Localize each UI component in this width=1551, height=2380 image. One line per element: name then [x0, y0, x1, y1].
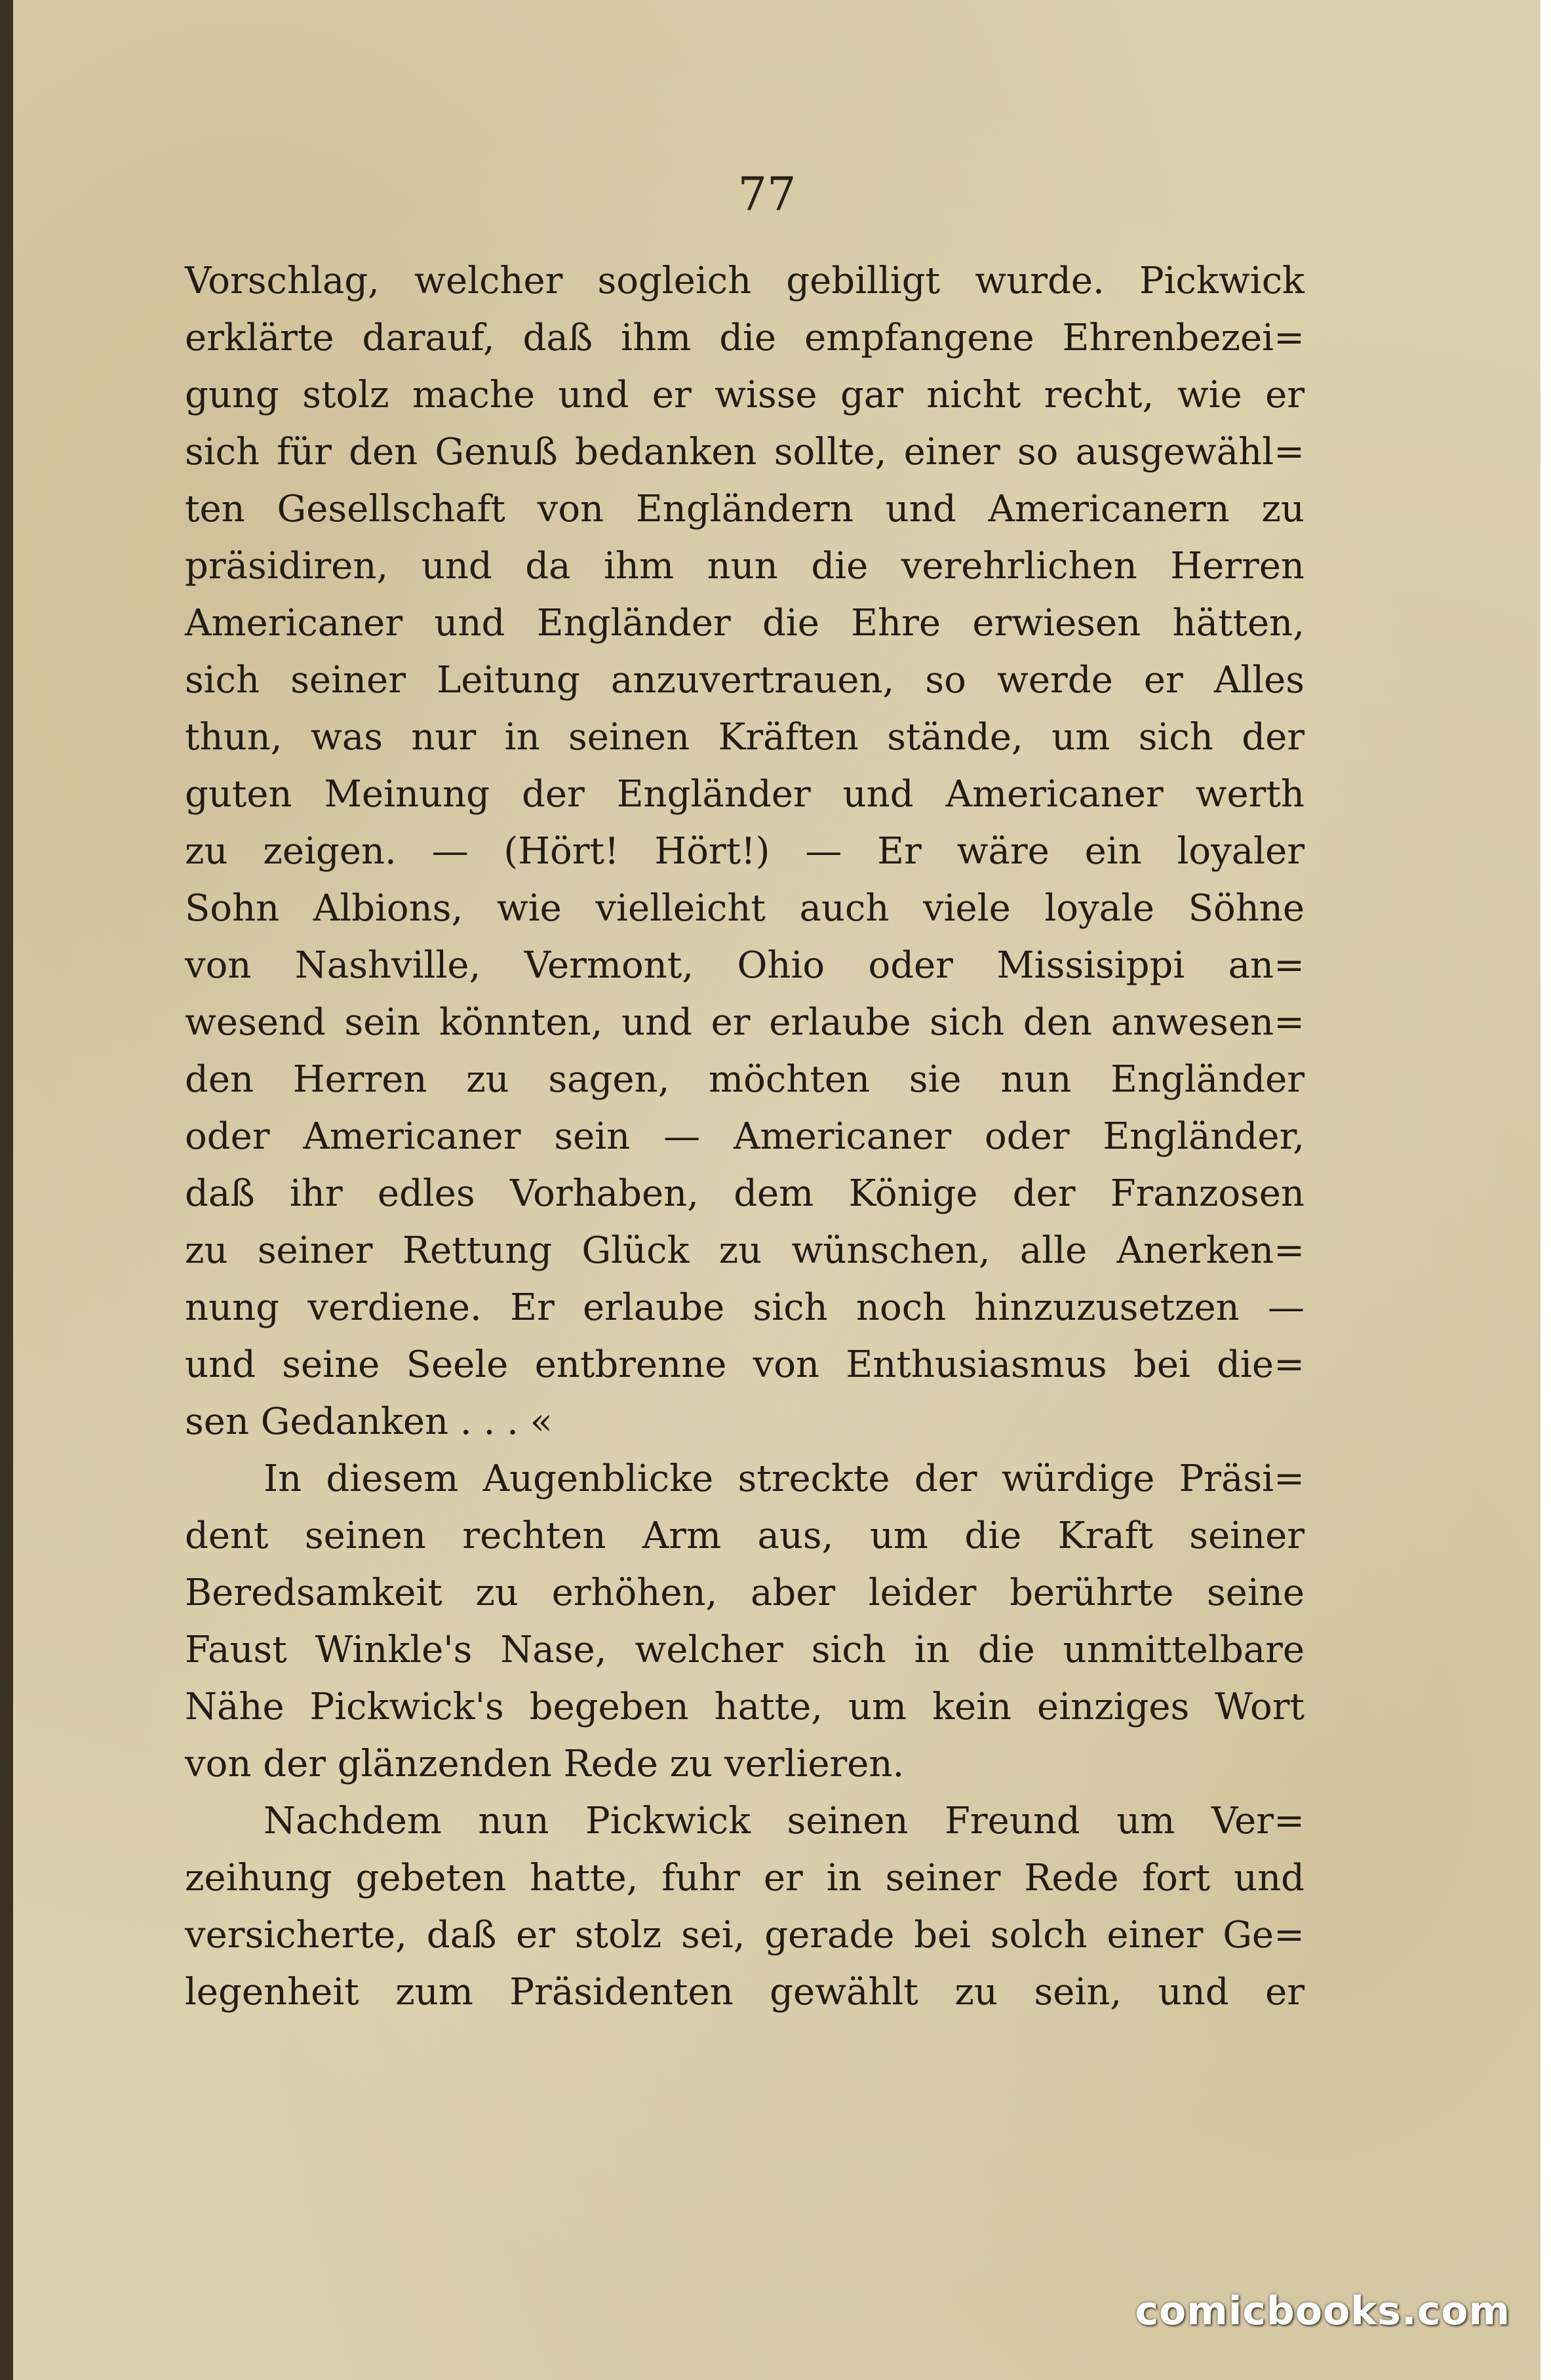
text-line: den Herren zu sagen, möchten sie nun Engländer [185, 1058, 1305, 1101]
text-line: sich für den Genuß bedanken sollte, einer so ausgewähl= [185, 431, 1305, 473]
text-line: oder Americaner sein — Americaner oder Engländer, [185, 1115, 1305, 1158]
text-line: präsidiren, und da ihm nun die verehrlichen Herren [185, 545, 1305, 587]
book-gutter-edge [0, 0, 13, 2380]
text-line: Nachdem nun Pickwick seinen Freund um Ver= [264, 1800, 1305, 1842]
text-line: Faust Winkle's Nase, welcher sich in die unmittelbare [185, 1629, 1305, 1671]
text-line: von Nashville, Vermont, Ohio oder Missisippi an= [185, 944, 1305, 987]
text-line: Sohn Albions, wie vielleicht auch viele loyale Söhne [185, 887, 1305, 930]
text-line: Beredsamkeit zu erhöhen, aber leider berührte seine [185, 1572, 1305, 1614]
text-line: dent seinen rechten Arm aus, um die Kraft seiner [185, 1515, 1305, 1557]
text-line: Nähe Pickwick's begeben hatte, um kein einziges Wort [185, 1686, 1305, 1728]
text-line: daß ihr edles Vorhaben, dem Könige der Franzosen [185, 1172, 1305, 1215]
text-line: ten Gesellschaft von Engländern und Americanern zu [185, 488, 1305, 530]
text-line: zeihung gebeten hatte, fuhr er in seiner Rede fort und [185, 1857, 1305, 1899]
text-line: guten Meinung der Engländer und Americaner werth [185, 773, 1305, 816]
text-line: sen Gedanken . . . « [185, 1400, 553, 1443]
text-line: versicherte, daß er stolz sei, gerade bei solch einer Ge= [185, 1914, 1305, 1956]
text-line: zu seiner Rettung Glück zu wünschen, alle Anerken= [185, 1229, 1305, 1272]
watermark-logo: comicbooks.com [1135, 2288, 1510, 2334]
book-page [13, 0, 1541, 2380]
text-line: und seine Seele entbrenne von Enthusiasmus bei die= [185, 1343, 1305, 1386]
text-line: Vorschlag, welcher sogleich gebilligt wurde. Pickwick [185, 260, 1305, 302]
text-line: Americaner und Engländer die Ehre erwiesen hätten, [185, 602, 1305, 645]
page-number: 77 [737, 167, 796, 221]
text-line: gung stolz mache und er wisse gar nicht recht, wie er [185, 374, 1305, 416]
body-text [185, 252, 1305, 2021]
text-line: erklärte darauf, daß ihm die empfangene Ehrenbezei= [185, 317, 1305, 359]
text-line: nung verdiene. Er erlaube sich noch hinzuzusetzen — [185, 1286, 1305, 1329]
text-line: In diesem Augenblicke streckte der würdige Präsi= [264, 1458, 1305, 1500]
text-line: thun, was nur in seinen Kräften stände, um sich der [185, 716, 1305, 759]
text-line: legenheit zum Präsidenten gewählt zu sein, und er [185, 1971, 1305, 2013]
text-line: von der glänzenden Rede zu verlieren. [185, 1743, 905, 1785]
text-line: sich seiner Leitung anzuvertrauen, so werde er Alles [185, 659, 1305, 702]
text-line: zu zeigen. — (Hört! Hört!) — Er wäre ein loyaler [185, 830, 1305, 873]
text-line: wesend sein könnten, und er erlaube sich den anwesen= [185, 1001, 1305, 1044]
